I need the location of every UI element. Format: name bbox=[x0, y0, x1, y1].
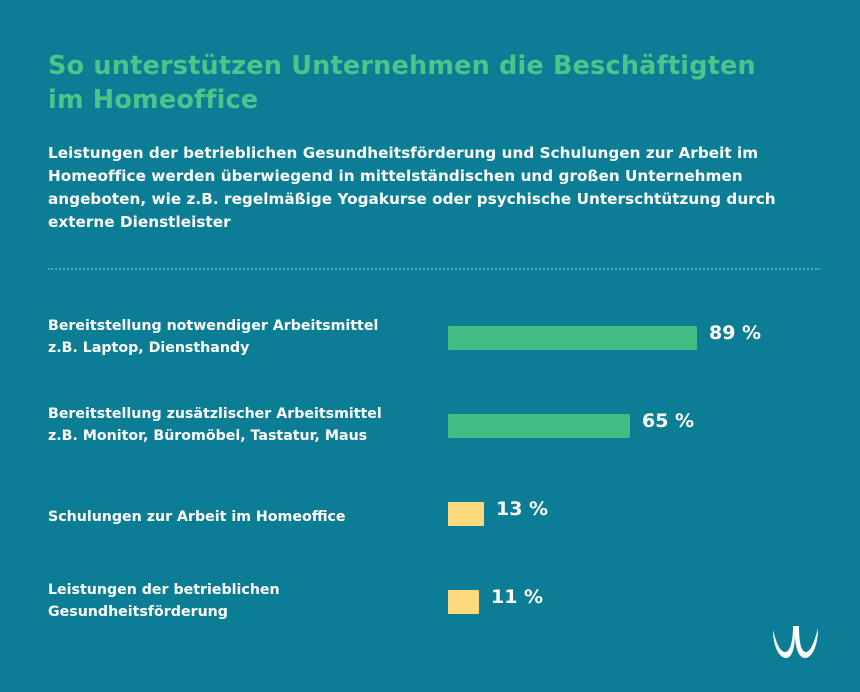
bar-label-line2: z.B. Laptop, Diensthandy bbox=[48, 339, 250, 356]
bar-label-line1: Bereitstellung zusätzlischer Arbeitsmittel bbox=[48, 406, 382, 422]
bar-label bbox=[48, 580, 438, 623]
content-area bbox=[48, 0, 820, 692]
bar-value-label: 65 % bbox=[642, 410, 695, 432]
bar-fill-0 bbox=[448, 326, 697, 350]
bar-value-label: 13 % bbox=[496, 498, 549, 520]
dotted-divider bbox=[48, 268, 820, 270]
chart-row bbox=[48, 300, 838, 388]
bar-fill-1 bbox=[448, 414, 630, 438]
bar-label-line1: Leistungen der betrieblichen bbox=[48, 582, 280, 598]
bar-value-label: 11 % bbox=[491, 586, 544, 608]
chart-row bbox=[48, 388, 838, 476]
bar-label bbox=[48, 507, 438, 529]
bar-label-line2: Gesundheitsförderung bbox=[48, 603, 228, 620]
bar-area bbox=[448, 388, 838, 476]
bar-area bbox=[448, 300, 838, 388]
chart-row bbox=[48, 476, 838, 564]
bar-value-label: 89 % bbox=[709, 322, 762, 344]
chart-row bbox=[48, 564, 838, 652]
brand-logo bbox=[770, 624, 824, 664]
bar-label bbox=[48, 404, 438, 447]
bar-chart bbox=[48, 300, 838, 652]
bar-fill-2 bbox=[448, 502, 484, 526]
bar-label-line1: Bereitstellung notwendiger Arbeitsmittel bbox=[48, 318, 379, 334]
page-subtitle: Leistungen der betrieblichen Gesundheitsförderung und Schulungen zur Arbeit im Homeoffice werden überwiegend in mittelständischen und großen Unternehmen angeboten, wie z.B. regelmäßige Yogakurse oder psychische Unterschtützung durch externe Dienstleister bbox=[48, 144, 776, 232]
bar-fill-3 bbox=[448, 590, 479, 614]
bar-label-line1: Schulungen zur Arbeit im Homeoffice bbox=[48, 509, 346, 525]
bar-area bbox=[448, 476, 838, 564]
page-title: So unterstützen Unternehmen die Beschäftigten im Homeoffice bbox=[48, 51, 756, 115]
bar-label bbox=[48, 316, 438, 359]
bar-label-line2: z.B. Monitor, Büromöbel, Tastatur, Maus bbox=[48, 427, 368, 444]
